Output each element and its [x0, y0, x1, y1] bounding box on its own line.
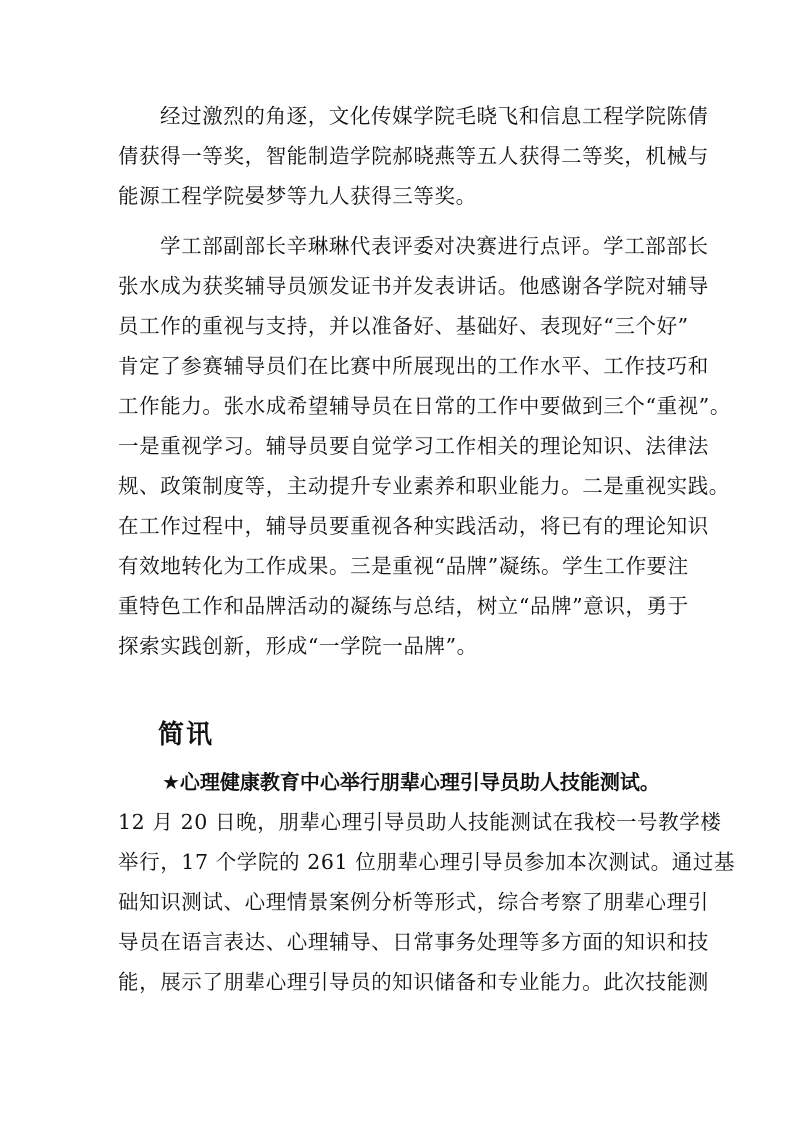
- paragraph-line: 有效地转化为工作成果。三是重视“品牌”凝练。学生工作要注: [118, 554, 689, 578]
- paragraph-line: 经过激烈的角逐，文化传媒学院毛晓飞和信息工程学院陈倩: [160, 104, 709, 128]
- paragraph-line: 重特色工作和品牌活动的凝练与总结，树立“品牌”意识，勇于: [118, 594, 689, 618]
- paragraph-line: 倩获得一等奖，智能制造学院郝晓燕等五人获得二等奖，机械与: [118, 144, 709, 168]
- news-line: 础知识测试、心理情景案例分析等形式，综合考察了朋辈心理引: [118, 890, 709, 914]
- paragraph-line: 能源工程学院晏梦等九人获得三等奖。: [118, 184, 477, 208]
- paragraph-line: 在工作过程中，辅导员要重视各种实践活动，将已有的理论知识: [118, 514, 709, 538]
- news-line: 12 月 20 日晚，朋辈心理引导员助人技能测试在我校一号教学楼: [118, 810, 722, 834]
- news-line: 导员在语言表达、心理辅导、日常事务处理等多方面的知识和技: [118, 930, 709, 954]
- news-line: 能，展示了朋辈心理引导员的知识储备和专业能力。此次技能测: [118, 970, 709, 994]
- section-heading: 简讯: [158, 720, 215, 750]
- paragraph-line: 工作能力。张水成希望辅导员在日常的工作中要做到三个“重视”。: [118, 394, 731, 418]
- news-item-title: ★心理健康教育中心举行朋辈心理引导员助人技能测试。: [162, 770, 660, 794]
- paragraph-line: 学工部副部长辛琳琳代表评委对决赛进行点评。学工部部长: [160, 234, 709, 258]
- paragraph-line: 肯定了参赛辅导员们在比赛中所展现出的工作水平、工作技巧和: [118, 354, 709, 378]
- paragraph-line: 一是重视学习。辅导员要自觉学习工作相关的理论知识、法律法: [118, 434, 709, 458]
- paragraph-line: 规、政策制度等，主动提升专业素养和职业能力。二是重视实践。: [118, 474, 730, 498]
- news-line: 举行，17 个学院的 261 位朋辈心理引导员参加本次测试。通过基: [118, 850, 736, 874]
- paragraph-line: 员工作的重视与支持，并以准备好、基础好、表现好“三个好”: [118, 314, 689, 338]
- paragraph-line: 张水成为获奖辅导员颁发证书并发表讲话。他感谢各学院对辅导: [118, 274, 709, 298]
- paragraph-line: 探索实践创新，形成“一学院一品牌”。: [118, 634, 478, 658]
